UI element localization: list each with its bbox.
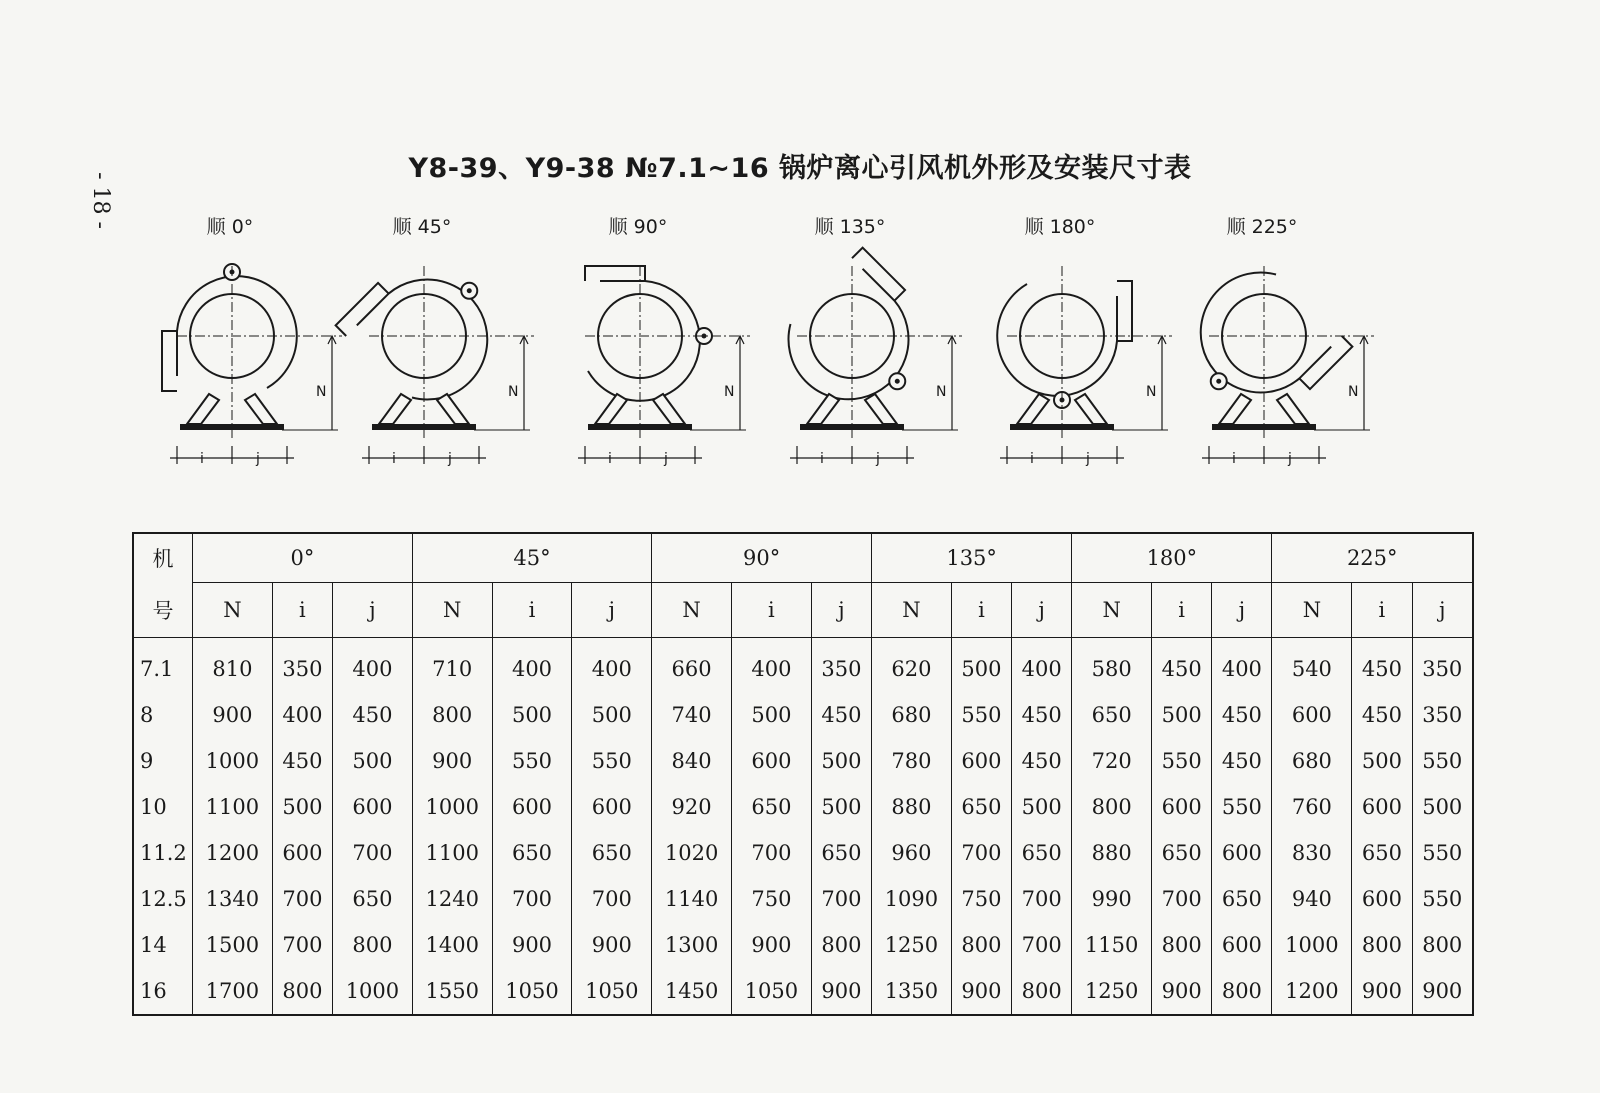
- dimension-cell: 1050: [572, 968, 652, 1015]
- dimension-cell: 1050: [732, 968, 812, 1015]
- dimension-cell: 1020: [652, 830, 732, 876]
- header-sub-n: N: [193, 583, 273, 638]
- diagram-label: 顺 90°: [608, 216, 668, 238]
- header-machine-top: 机: [133, 533, 193, 583]
- dimension-cell: 650: [1152, 830, 1212, 876]
- dimension-cell: 650: [1072, 692, 1152, 738]
- dimension-cell: 450: [1012, 692, 1072, 738]
- table-row: [133, 968, 1473, 1015]
- right-support-foot: [245, 394, 277, 424]
- dimension-cell: 400: [1012, 638, 1072, 693]
- dimension-cell: 830: [1272, 830, 1352, 876]
- i-dimension-label: i: [392, 451, 396, 467]
- table-body: [133, 638, 1473, 1016]
- page-title: Y8-39、Y9-38 №7.1~16 锅炉离心引风机外形及安装尺寸表: [408, 153, 1192, 184]
- dimension-cell: 1050: [492, 968, 572, 1015]
- dimension-cell: 600: [272, 830, 332, 876]
- i-dimension-label: i: [200, 451, 204, 467]
- header-sub-n: N: [1272, 583, 1352, 638]
- left-support-foot: [595, 394, 627, 424]
- header-sub-i: i: [732, 583, 812, 638]
- dimension-cell: 900: [1352, 968, 1412, 1015]
- diagram-label: 顺 225°: [1226, 216, 1298, 238]
- fan-outline-drawing: [780, 208, 980, 483]
- dimension-cell: 800: [412, 692, 492, 738]
- header-sub-j: j: [333, 583, 413, 638]
- dimension-cell: 450: [272, 738, 332, 784]
- fan-outline-drawing: [1192, 208, 1392, 483]
- dimension-cell: 450: [811, 692, 871, 738]
- volute-casing: [997, 284, 1117, 396]
- dimension-cell: 800: [272, 968, 332, 1015]
- dimension-cell: 800: [1152, 922, 1212, 968]
- fan-housing: [1167, 251, 1352, 436]
- dimension-cell: 1550: [412, 968, 492, 1015]
- dimension-cell: 500: [1352, 738, 1412, 784]
- header-sub-i: i: [492, 583, 572, 638]
- n-dimension-label: N: [508, 384, 519, 400]
- dimension-cell: 1300: [652, 922, 732, 968]
- j-dimension-label: j: [256, 451, 260, 467]
- n-dimension-label: N: [1348, 384, 1359, 400]
- left-support-foot: [379, 394, 411, 424]
- dimension-cell: 550: [1412, 830, 1473, 876]
- fan-outline-drawing: [352, 208, 552, 483]
- fan-diagram: [780, 208, 990, 483]
- right-support-foot: [1277, 394, 1309, 424]
- dimension-cell: 700: [811, 876, 871, 922]
- header-sub-n: N: [872, 583, 952, 638]
- dimension-cell: 900: [572, 922, 652, 968]
- fan-diagram: [1192, 208, 1402, 483]
- dimension-cell: 800: [1212, 968, 1272, 1015]
- right-support-foot: [653, 394, 685, 424]
- dimension-cell: 600: [1352, 784, 1412, 830]
- dimension-cell: 880: [872, 784, 952, 830]
- table-row: [133, 738, 1473, 784]
- header-sub-i: i: [951, 583, 1011, 638]
- dimension-cell: 500: [272, 784, 332, 830]
- header-sub-i: i: [272, 583, 332, 638]
- machine-number: 16: [133, 968, 193, 1015]
- dimension-cell: 500: [1012, 784, 1072, 830]
- dimension-cell: 600: [1212, 830, 1272, 876]
- left-support-foot: [187, 394, 219, 424]
- dimension-cell: 550: [951, 692, 1011, 738]
- dimension-cell: 900: [951, 968, 1011, 1015]
- dimension-cell: 710: [412, 638, 492, 693]
- dimension-cell: 960: [872, 830, 952, 876]
- dimension-cell: 650: [572, 830, 652, 876]
- dimension-cell: 600: [492, 784, 572, 830]
- j-dimension-label: j: [876, 451, 880, 467]
- dimension-cell: 900: [193, 692, 273, 738]
- dimension-cell: 400: [333, 638, 413, 693]
- dimension-cell: 700: [1012, 922, 1072, 968]
- left-support-foot: [1017, 394, 1049, 424]
- header-sub-j: j: [572, 583, 652, 638]
- dimension-cell: 1400: [412, 922, 492, 968]
- dimension-cell: 810: [193, 638, 273, 693]
- header-sub-j: j: [1212, 583, 1272, 638]
- dimension-cell: 940: [1272, 876, 1352, 922]
- fan-outline-drawing: [568, 208, 768, 483]
- diagram-label: 顺 0°: [206, 216, 254, 238]
- dimension-cell: 400: [732, 638, 812, 693]
- dimension-cell: 1000: [1272, 922, 1352, 968]
- dimension-cell: 650: [1012, 830, 1072, 876]
- header-sub-i: i: [1152, 583, 1212, 638]
- diagram-label: 顺 45°: [392, 216, 452, 238]
- dimension-cell: 350: [272, 638, 332, 693]
- dimension-cell: 900: [492, 922, 572, 968]
- machine-number: 11.2: [133, 830, 193, 876]
- dimension-cell: 450: [1212, 738, 1272, 784]
- dimension-cell: 750: [951, 876, 1011, 922]
- dimension-cell: 1200: [1272, 968, 1352, 1015]
- header-angle: 225°: [1272, 533, 1473, 583]
- header-sub-j: j: [1412, 583, 1473, 638]
- dimension-cell: 800: [1072, 784, 1152, 830]
- diagram-label: 顺 135°: [814, 216, 886, 238]
- dimension-cell: 450: [333, 692, 413, 738]
- fan-diagram: [352, 208, 562, 483]
- dimension-cell: 600: [1152, 784, 1212, 830]
- volute-casing: [588, 281, 700, 401]
- header-sub-n: N: [412, 583, 492, 638]
- n-dimension-label: N: [936, 384, 947, 400]
- dimension-cell: 1240: [412, 876, 492, 922]
- dimension-cell: 840: [652, 738, 732, 784]
- dimension-cell: 1000: [193, 738, 273, 784]
- dimension-cell: 750: [732, 876, 812, 922]
- right-support-foot: [1075, 394, 1107, 424]
- i-dimension-label: i: [820, 451, 824, 467]
- fan-diagram: [990, 208, 1200, 483]
- dimension-cell: 880: [1072, 830, 1152, 876]
- header-angle: 0°: [193, 533, 413, 583]
- dimension-cell: 450: [1212, 692, 1272, 738]
- dimension-cell: 1000: [412, 784, 492, 830]
- fan-housing: [767, 248, 952, 433]
- dimension-cell: 740: [652, 692, 732, 738]
- dimension-cell: 1100: [412, 830, 492, 876]
- header-angle: 90°: [652, 533, 872, 583]
- dimension-cell: 660: [652, 638, 732, 693]
- dimension-cell: 1090: [872, 876, 952, 922]
- header-machine-bottom: 号: [133, 583, 193, 638]
- dimension-cell: 650: [333, 876, 413, 922]
- right-support-foot: [437, 394, 469, 424]
- dimension-cell: 800: [951, 922, 1011, 968]
- dimension-cell: 500: [492, 692, 572, 738]
- header-angle: 45°: [412, 533, 651, 583]
- dimension-cell: 1200: [193, 830, 273, 876]
- dimension-cell: 350: [1412, 692, 1473, 738]
- dimension-cell: 650: [1352, 830, 1412, 876]
- dimension-cell: 550: [492, 738, 572, 784]
- dimension-cell: 400: [272, 692, 332, 738]
- dimension-cell: 550: [1412, 738, 1473, 784]
- dimension-cell: 800: [1352, 922, 1412, 968]
- dimension-cell: 900: [732, 922, 812, 968]
- dimension-cell: 900: [811, 968, 871, 1015]
- outlet-duct: [162, 331, 177, 391]
- dimension-cell: 1500: [193, 922, 273, 968]
- header-angle: 135°: [872, 533, 1072, 583]
- fan-housing: [585, 266, 712, 401]
- table-row: [133, 922, 1473, 968]
- table-header-angles: [133, 533, 1473, 583]
- machine-number: 14: [133, 922, 193, 968]
- dimension-cell: 550: [1152, 738, 1212, 784]
- dimension-cell: 1700: [193, 968, 273, 1015]
- dimension-cell: 900: [1412, 968, 1473, 1015]
- dimension-cell: 650: [1212, 876, 1272, 922]
- dimension-cell: 550: [1212, 784, 1272, 830]
- header-sub-i: i: [1352, 583, 1412, 638]
- dimension-cell: 700: [272, 876, 332, 922]
- dimension-cell: 760: [1272, 784, 1352, 830]
- dimension-cell: 500: [333, 738, 413, 784]
- table-row: [133, 876, 1473, 922]
- dimension-cell: 700: [492, 876, 572, 922]
- header-sub-n: N: [1072, 583, 1152, 638]
- dimension-cell: 350: [811, 638, 871, 693]
- j-dimension-label: j: [1288, 451, 1292, 467]
- dimension-table: [132, 532, 1474, 1016]
- dimension-cell: 650: [811, 830, 871, 876]
- fan-housing: [336, 236, 521, 421]
- fan-diagram: [160, 208, 370, 483]
- dimension-cell: 650: [951, 784, 1011, 830]
- volute-casing: [177, 276, 297, 388]
- dimension-cell: 700: [572, 876, 652, 922]
- dimension-cell: 400: [492, 638, 572, 693]
- dimension-cell: 500: [732, 692, 812, 738]
- machine-number: 7.1: [133, 638, 193, 693]
- volute-casing: [1176, 253, 1340, 417]
- dimension-cell: 400: [1212, 638, 1272, 693]
- dimension-cell: 700: [272, 922, 332, 968]
- dimension-cell: 780: [872, 738, 952, 784]
- fan-outline-drawing: [990, 208, 1190, 483]
- dimension-cell: 700: [1152, 876, 1212, 922]
- machine-number: 8: [133, 692, 193, 738]
- j-dimension-label: j: [1086, 451, 1090, 467]
- dimension-cell: 1140: [652, 876, 732, 922]
- dimension-cell: 600: [951, 738, 1011, 784]
- dimension-cell: 550: [572, 738, 652, 784]
- outlet-duct: [585, 266, 645, 281]
- dimension-cell: 1100: [193, 784, 273, 830]
- dimension-cell: 700: [951, 830, 1011, 876]
- dimension-cell: 700: [333, 830, 413, 876]
- dimension-cell: 540: [1272, 638, 1352, 693]
- header-sub-j: j: [1012, 583, 1072, 638]
- dimension-cell: 800: [1412, 922, 1473, 968]
- outlet-duct: [1299, 336, 1352, 389]
- page-number: - 18 -: [87, 171, 113, 229]
- dimension-cell: 600: [732, 738, 812, 784]
- dimension-cell: 1340: [193, 876, 273, 922]
- machine-number: 10: [133, 784, 193, 830]
- machine-number: 12.5: [133, 876, 193, 922]
- dimension-cell: 680: [872, 692, 952, 738]
- dimension-cell: 1350: [872, 968, 952, 1015]
- outlet-duct: [1117, 281, 1132, 341]
- dimension-cell: 450: [1352, 638, 1412, 693]
- dimension-cell: 1000: [333, 968, 413, 1015]
- dimension-cell: 600: [1272, 692, 1352, 738]
- dimension-cell: 650: [732, 784, 812, 830]
- dimension-cell: 720: [1072, 738, 1152, 784]
- dimension-cell: 920: [652, 784, 732, 830]
- volute-casing: [348, 255, 512, 419]
- dimension-cell: 450: [1152, 638, 1212, 693]
- header-sub-j: j: [811, 583, 871, 638]
- table-header-subcolumns: [133, 583, 1473, 638]
- i-dimension-label: i: [1030, 451, 1034, 467]
- dimension-cell: 990: [1072, 876, 1152, 922]
- dimension-cell: 450: [1352, 692, 1412, 738]
- dimension-cell: 600: [1352, 876, 1412, 922]
- dimension-cell: 1150: [1072, 922, 1152, 968]
- dimension-cell: 450: [1012, 738, 1072, 784]
- header-angle: 180°: [1072, 533, 1272, 583]
- j-dimension-label: j: [448, 451, 452, 467]
- dimension-cell: 800: [333, 922, 413, 968]
- machine-number: 9: [133, 738, 193, 784]
- dimension-cell: 500: [1152, 692, 1212, 738]
- left-support-foot: [807, 394, 839, 424]
- dimension-cell: 580: [1072, 638, 1152, 693]
- n-dimension-label: N: [316, 384, 327, 400]
- volute-casing: [769, 260, 933, 424]
- n-dimension-label: N: [724, 384, 735, 400]
- dimension-cell: 620: [872, 638, 952, 693]
- dimension-cell: 1250: [1072, 968, 1152, 1015]
- dimension-cell: 500: [1412, 784, 1473, 830]
- table-row: [133, 638, 1473, 693]
- dimension-cell: 600: [333, 784, 413, 830]
- n-dimension-label: N: [1146, 384, 1157, 400]
- fan-housing: [997, 281, 1132, 408]
- dimension-cell: 1250: [872, 922, 952, 968]
- diagram-label: 顺 180°: [1024, 216, 1096, 238]
- table-row: [133, 830, 1473, 876]
- dimension-cell: 700: [1012, 876, 1072, 922]
- dimension-cell: 550: [1412, 876, 1473, 922]
- i-dimension-label: i: [1232, 451, 1236, 467]
- dimension-cell: 1450: [652, 968, 732, 1015]
- dimension-cell: 900: [1152, 968, 1212, 1015]
- fan-outline-drawing: [160, 208, 360, 483]
- table-row: [133, 784, 1473, 830]
- i-dimension-label: i: [608, 451, 612, 467]
- dimension-cell: 800: [1012, 968, 1072, 1015]
- dimension-cell: 400: [572, 638, 652, 693]
- outlet-duct: [852, 248, 905, 301]
- dimension-cell: 350: [1412, 638, 1473, 693]
- dimension-cell: 680: [1272, 738, 1352, 784]
- right-support-foot: [865, 394, 897, 424]
- dimension-cell: 600: [572, 784, 652, 830]
- header-sub-n: N: [652, 583, 732, 638]
- table-row: [133, 692, 1473, 738]
- dimension-cell: 700: [732, 830, 812, 876]
- fan-diagram: [568, 208, 778, 483]
- fan-housing: [162, 264, 297, 391]
- dimension-cell: 500: [951, 638, 1011, 693]
- dimension-cell: 800: [811, 922, 871, 968]
- dimension-cell: 900: [412, 738, 492, 784]
- dimension-cell: 650: [492, 830, 572, 876]
- dimension-cell: 500: [811, 784, 871, 830]
- dimension-cell: 500: [572, 692, 652, 738]
- left-support-foot: [1219, 394, 1251, 424]
- dimension-cell: 500: [811, 738, 871, 784]
- j-dimension-label: j: [664, 451, 668, 467]
- dimension-cell: 600: [1212, 922, 1272, 968]
